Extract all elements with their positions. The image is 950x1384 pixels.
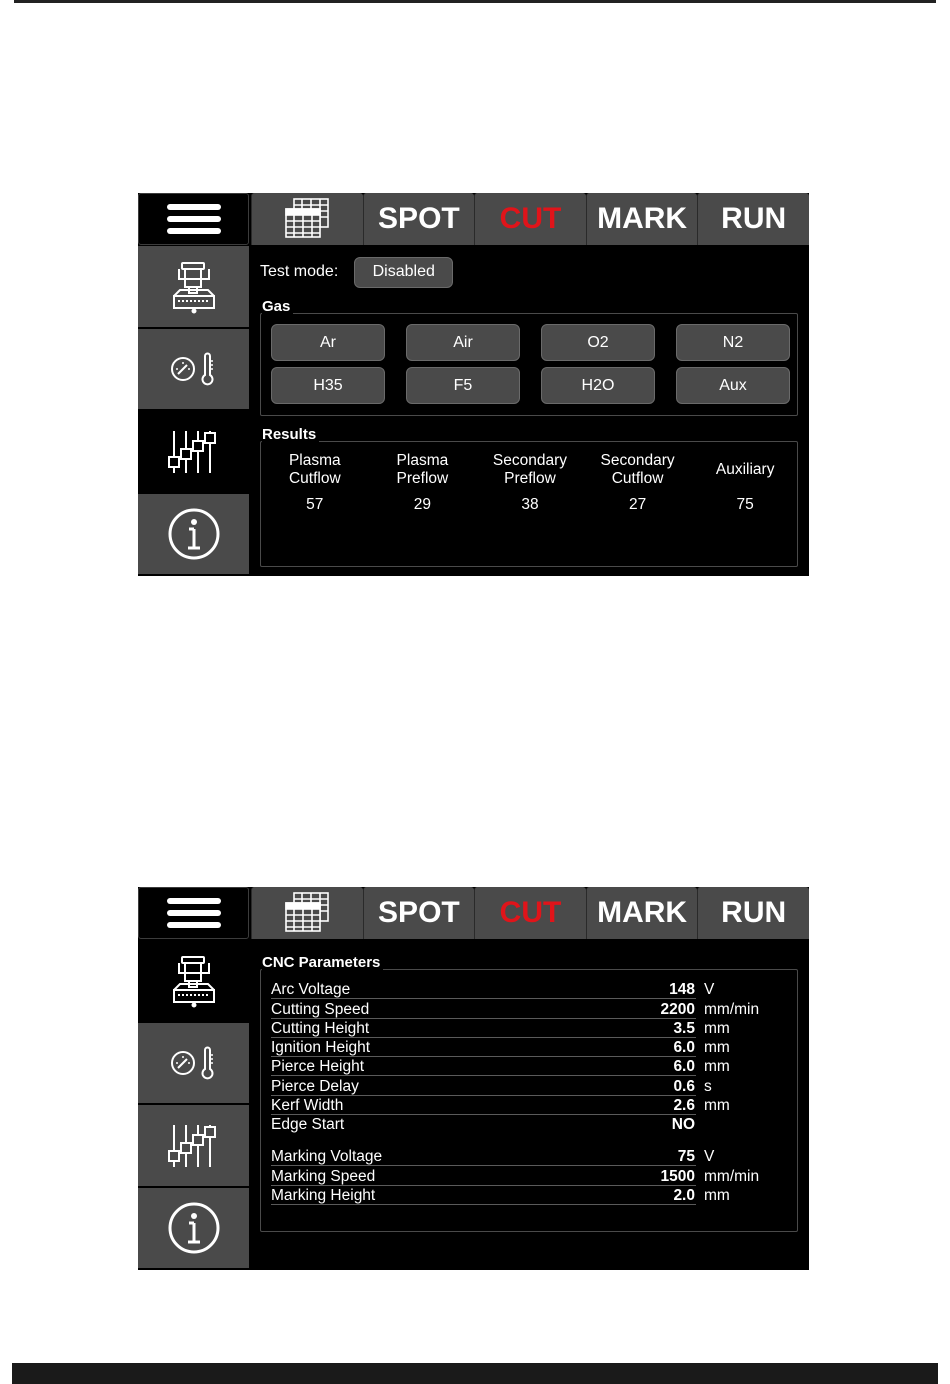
plasma-torch-machine-icon xyxy=(169,260,219,314)
tab-spot[interactable]: SPOT xyxy=(363,887,475,939)
top-tab-bar xyxy=(251,887,809,939)
param-unit: mm xyxy=(704,1058,730,1076)
spreadsheet-icon xyxy=(282,197,332,241)
parameter-list xyxy=(271,980,788,1205)
param-unit: V xyxy=(704,981,715,999)
param-unit: mm xyxy=(704,1186,730,1204)
param-value: 2.0 xyxy=(673,1186,695,1204)
result-value: 75 xyxy=(736,496,754,513)
side-tab-gauges[interactable] xyxy=(138,1023,249,1105)
result-value: 38 xyxy=(521,496,539,513)
param-value: 0.6 xyxy=(673,1077,695,1095)
side-tab-process[interactable] xyxy=(138,1105,249,1188)
param-label: Marking Height xyxy=(271,1186,376,1204)
param-value: 1500 xyxy=(660,1167,695,1185)
page-footer-bar xyxy=(12,1363,938,1384)
gas-group xyxy=(260,313,798,416)
spreadsheet-icon xyxy=(282,891,332,935)
result-plasma-preflow xyxy=(369,450,477,514)
test-mode-button[interactable]: Disabled xyxy=(354,257,453,288)
gas-button-f5[interactable]: F5 xyxy=(406,367,520,404)
param-row-cutting-speed[interactable] xyxy=(271,999,788,1018)
hamburger-menu-icon xyxy=(167,892,221,934)
param-row-marking-voltage[interactable] xyxy=(271,1134,788,1166)
results-row xyxy=(261,450,799,514)
gas-button-h35[interactable]: H35 xyxy=(271,367,385,404)
side-tab-info[interactable] xyxy=(138,494,249,576)
param-row-edge-start[interactable] xyxy=(271,1115,788,1134)
result-label: Cutflow xyxy=(288,470,341,487)
menu-button[interactable] xyxy=(138,887,249,939)
param-unit: mm/min xyxy=(704,1167,760,1185)
test-mode-row xyxy=(260,255,453,289)
cnc-parameters-group xyxy=(260,969,798,1232)
tab-run[interactable]: RUN xyxy=(697,193,809,245)
gauge-thermometer-icon xyxy=(169,352,219,386)
param-value: 2.6 xyxy=(673,1097,695,1115)
tab-cut[interactable]: CUT xyxy=(474,887,586,939)
hmi-screen-cnc-parameters xyxy=(138,887,809,1270)
param-unit: mm xyxy=(704,1039,730,1057)
param-row-cutting-height[interactable] xyxy=(271,1019,788,1038)
side-navigation xyxy=(138,887,250,1270)
param-label: Ignition Height xyxy=(271,1039,371,1057)
param-label: Kerf Width xyxy=(271,1097,344,1115)
side-navigation xyxy=(138,193,250,576)
info-icon xyxy=(167,507,221,561)
param-label: Pierce Delay xyxy=(271,1077,359,1095)
gas-button-o2[interactable]: O2 xyxy=(541,324,655,361)
param-value: 6.0 xyxy=(673,1058,695,1076)
param-row-kerf-width[interactable] xyxy=(271,1096,788,1115)
plasma-torch-machine-icon xyxy=(169,954,219,1008)
menu-button[interactable] xyxy=(138,193,249,245)
tab-table[interactable] xyxy=(251,193,363,245)
result-secondary-preflow xyxy=(476,450,584,514)
results-section-title: Results xyxy=(262,426,319,443)
hmi-screen-gas-test xyxy=(138,193,809,576)
param-row-pierce-delay[interactable] xyxy=(271,1076,788,1095)
param-row-ignition-height[interactable] xyxy=(271,1038,788,1057)
result-value: 57 xyxy=(306,496,324,513)
param-value: 3.5 xyxy=(673,1019,695,1037)
test-mode-label: Test mode: xyxy=(260,263,339,280)
param-value: 75 xyxy=(677,1148,695,1166)
result-value: 27 xyxy=(628,496,647,513)
param-label: Edge Start xyxy=(271,1116,345,1134)
param-row-marking-height[interactable] xyxy=(271,1186,788,1205)
sliders-icon xyxy=(166,1121,222,1171)
gas-section-title: Gas xyxy=(262,298,293,315)
param-label: Cutting Height xyxy=(271,1019,370,1037)
tab-run[interactable]: RUN xyxy=(697,887,809,939)
side-tab-process[interactable] xyxy=(138,411,249,494)
param-unit: V xyxy=(704,1148,715,1166)
param-unit: s xyxy=(704,1077,712,1095)
gas-button-h2o[interactable]: H2O xyxy=(541,367,655,404)
side-tab-gauges[interactable] xyxy=(138,329,249,411)
side-tab-cnc[interactable] xyxy=(138,246,249,329)
tab-spot[interactable]: SPOT xyxy=(363,193,475,245)
param-value: 148 xyxy=(669,981,695,999)
param-value: NO xyxy=(671,1116,695,1134)
param-row-arc-voltage[interactable] xyxy=(271,980,788,999)
tab-table[interactable] xyxy=(251,887,363,939)
param-label: Marking Speed xyxy=(271,1167,376,1185)
param-label: Marking Voltage xyxy=(271,1148,383,1166)
param-value: 2200 xyxy=(660,1000,695,1018)
result-label: Plasma xyxy=(396,452,449,469)
tab-mark[interactable]: MARK xyxy=(586,887,698,939)
param-value: 6.0 xyxy=(673,1039,695,1057)
param-row-marking-speed[interactable] xyxy=(271,1166,788,1185)
tab-cut[interactable]: CUT xyxy=(474,193,586,245)
gas-button-n2[interactable]: N2 xyxy=(676,324,790,361)
gas-test-panel xyxy=(260,245,809,576)
result-secondary-cutflow xyxy=(584,450,692,514)
hamburger-menu-icon xyxy=(167,198,221,240)
param-unit: mm xyxy=(704,1097,730,1115)
gas-button-air[interactable]: Air xyxy=(406,324,520,361)
param-unit: mm/min xyxy=(704,1000,760,1018)
result-value: 29 xyxy=(413,496,432,513)
gauge-thermometer-icon xyxy=(169,1046,219,1080)
info-icon xyxy=(167,1201,221,1255)
param-unit: mm xyxy=(704,1019,730,1037)
param-row-pierce-height[interactable] xyxy=(271,1057,788,1076)
page-top-rule xyxy=(14,0,936,3)
result-auxiliary xyxy=(691,450,799,514)
result-plasma-cutflow xyxy=(261,450,369,514)
param-label: Cutting Speed xyxy=(271,1000,370,1018)
top-tab-bar xyxy=(251,193,809,245)
result-label: Cutflow xyxy=(611,470,664,487)
sliders-icon xyxy=(166,427,222,477)
gas-button-ar[interactable]: Ar xyxy=(271,324,385,361)
results-group xyxy=(260,441,798,567)
gas-button-aux[interactable]: Aux xyxy=(676,367,790,404)
cnc-parameters-panel xyxy=(260,939,809,1270)
param-label: Arc Voltage xyxy=(271,981,351,999)
result-label: Auxiliary xyxy=(715,461,775,478)
result-label: Secondary xyxy=(492,452,568,469)
gas-button-grid xyxy=(271,324,790,404)
side-tab-cnc[interactable] xyxy=(138,940,249,1023)
result-label: Preflow xyxy=(396,470,449,487)
result-label: Secondary xyxy=(600,452,675,469)
result-label: Plasma xyxy=(288,452,341,469)
tab-mark[interactable]: MARK xyxy=(586,193,698,245)
cnc-section-title: CNC Parameters xyxy=(262,954,383,971)
param-label: Pierce Height xyxy=(271,1058,365,1076)
side-tab-info[interactable] xyxy=(138,1188,249,1270)
result-label: Preflow xyxy=(504,470,556,487)
